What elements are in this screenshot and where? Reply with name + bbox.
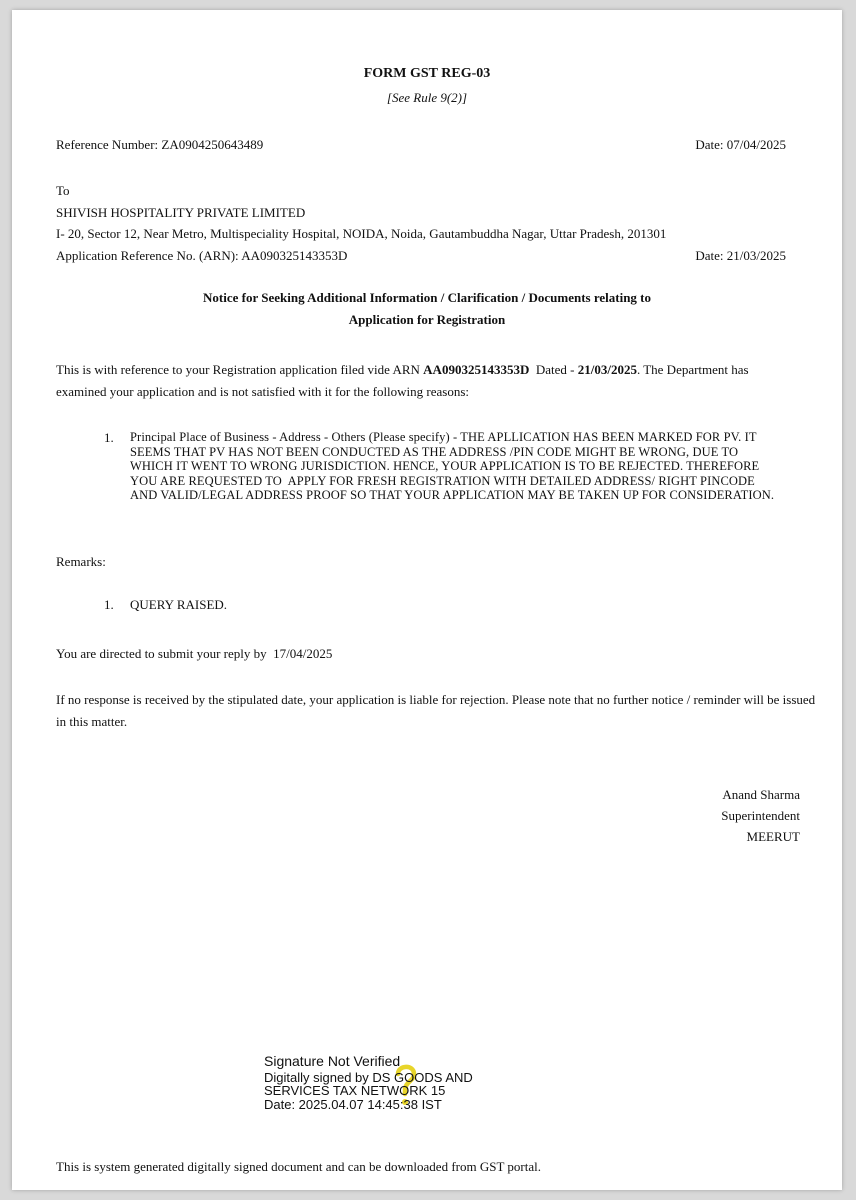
signature-line-1: Digitally signed by DS GOODS AND xyxy=(264,1069,473,1085)
form-title: FORM GST REG-03 xyxy=(363,66,491,81)
form-rule: [See Rule 9(2)] xyxy=(386,90,468,105)
signature-line-2: SERVICES TAX NETWORK 15 xyxy=(264,1083,446,1098)
reference-number: Reference Number: ZA0904250643489 xyxy=(56,137,264,152)
signature-line-3: Date: 2025.04.07 14:45:38 IST xyxy=(264,1096,442,1112)
reason-number: 1. xyxy=(104,430,114,445)
signatory-block xyxy=(721,784,800,847)
reason-text: Principal Place of Business - Address - Others (Please specify) - THE APLLICATION HAS BEEN MARKED FOR PV. IT SEEMS THAT PV HAS NOT BEEN CONDUCTED AS THE ADDRESS /PIN CODE MIGHT BE WRONG, DUE TO WHICH IT WENT TO WRONG JURISDICTION. HENCE, YOUR APPLICATION IS TO BE REJECTED. THEREFORE YOU ARE REQUESTED TO APPLY FOR FRESH REGISTRATION WITH DETAILED ADDRESS/ RIGHT PINCODE AND VALID/LEGAL ADDRESS PROOF SO THAT YOUR APPLICATION MAY BE TAKEN UP FOR CONSIDERATION. xyxy=(130,430,775,502)
signatory-name: Anand Sharma xyxy=(722,787,800,802)
notice-date: Date: 07/04/2025 xyxy=(695,137,786,152)
signatory-location: MEERUT xyxy=(746,829,800,844)
signature-status: Signature Not Verified xyxy=(264,1053,401,1069)
remark-text: QUERY RAISED. xyxy=(130,597,228,612)
document-page xyxy=(12,10,842,1190)
rejection-warning: If no response is received by the stipulated date, your application is liable for rejection. Please note that no further notice / reminder will be issued in this matter. xyxy=(56,692,816,729)
notice-heading-line1: Notice for Seeking Additional Information / Clarification / Documents relating to xyxy=(203,290,651,305)
reply-deadline: You are directed to submit your reply by 17/04/2025 xyxy=(56,646,333,661)
signatory-designation: Superintendent xyxy=(721,808,800,823)
company-name: SHIVISH HOSPITALITY PRIVATE LIMITED xyxy=(56,205,306,220)
notice-heading-line2: Application for Registration xyxy=(348,312,506,327)
intro-paragraph xyxy=(56,359,801,403)
company-address: I- 20, Sector 12, Near Metro, Multispeciality Hospital, NOIDA, Noida, Gautambuddha Nagar, Uttar Pradesh, 201301 xyxy=(56,226,667,241)
arn-line: Application Reference No. (ARN): AA090325143353D xyxy=(56,248,348,263)
remarks-label: Remarks: xyxy=(56,554,106,569)
digital-signature-block xyxy=(264,1055,473,1111)
footer-note: This is system generated digitally signed document and can be downloaded from GST portal. xyxy=(56,1159,541,1174)
remark-number: 1. xyxy=(104,597,114,612)
intro-dated: 21/03/2025 xyxy=(577,362,637,377)
intro-arn: AA090325143353D xyxy=(423,362,530,377)
intro-text-2: Dated - xyxy=(529,362,578,377)
intro-text-1: This is with reference to your Registration application filed vide ARN xyxy=(56,362,424,377)
arn-date: Date: 21/03/2025 xyxy=(695,248,786,263)
intro-text-3: . The Department has examined your application and is not satisfied with it for the following reasons: xyxy=(56,362,749,399)
to-label: To xyxy=(56,183,70,198)
